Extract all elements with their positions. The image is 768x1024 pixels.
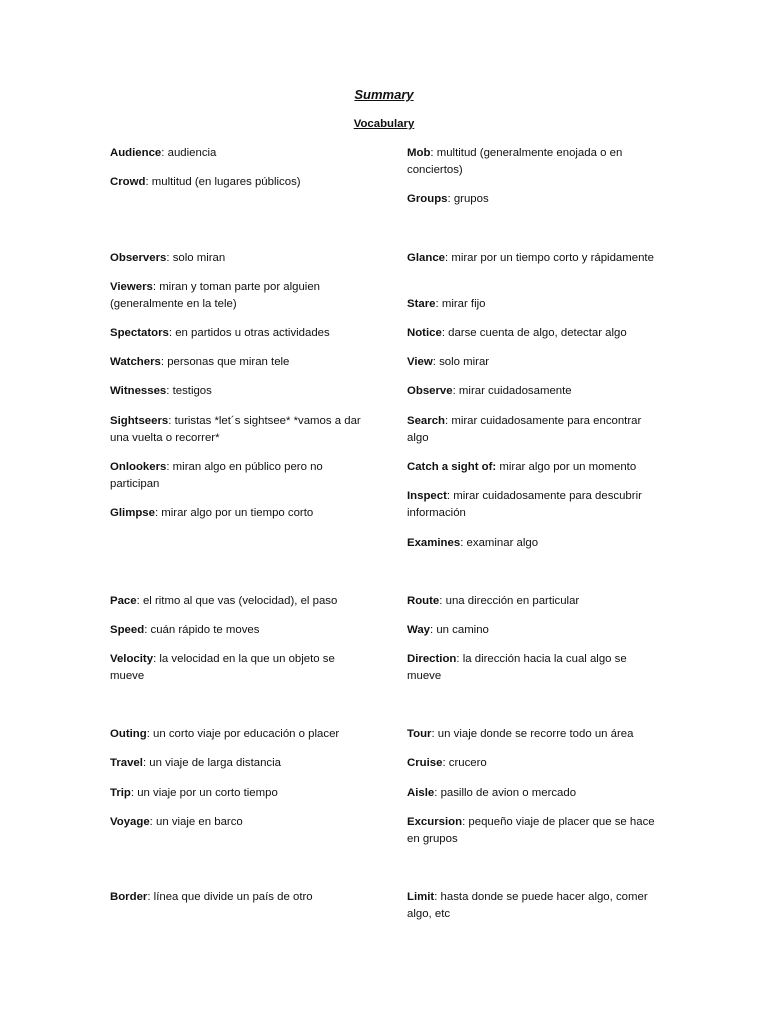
- vocabulary-definition: : un viaje en barco: [149, 816, 243, 828]
- vocabulary-definition: : solo mirar: [432, 356, 490, 368]
- vocabulary-definition: : darse cuenta de algo, detectar algo: [441, 327, 627, 339]
- vocabulary-definition: : multitud (en lugares públicos): [145, 176, 301, 188]
- vocabulary-term: Route: [407, 595, 440, 607]
- vocabulary-entry: [110, 279, 372, 313]
- vocabulary-definition: : grupos: [447, 193, 489, 205]
- vocabulary-definition: : examinar algo: [460, 537, 539, 549]
- vocabulary-entry: [110, 593, 372, 610]
- vocabulary-entry: [407, 250, 659, 267]
- vocabulary-definition: : audiencia: [161, 147, 217, 159]
- vocabulary-term: Inspect: [407, 490, 447, 502]
- vocabulary-term: Notice: [407, 327, 442, 339]
- vocabulary-term: Glance: [407, 252, 445, 264]
- vocabulary-term: Direction: [407, 653, 457, 665]
- vocabulary-entry: [407, 535, 659, 552]
- vocabulary-entry: [407, 593, 659, 610]
- vocabulary-definition: : miran algo en público pero no participan: [110, 461, 323, 490]
- vocabulary-term: Audience: [110, 147, 162, 159]
- vocabulary-entry: [407, 651, 659, 685]
- vocabulary-entry: [407, 459, 659, 476]
- vocabulary-term: Velocity: [110, 653, 154, 665]
- vocabulary-entry: [407, 488, 659, 522]
- vocabulary-entry: [110, 250, 372, 267]
- vocabulary-term: View: [407, 356, 433, 368]
- vocabulary-definition: : una dirección en particular: [439, 595, 580, 607]
- vocabulary-definition: : hasta donde se puede hacer algo, comer algo, etc: [407, 891, 648, 920]
- vocabulary-term: Travel: [110, 757, 143, 769]
- vocabulary-term: Speed: [110, 624, 145, 636]
- vocabulary-definition: : mirar por un tiempo corto y rápidamente: [445, 252, 654, 264]
- vocabulary-definition: : un camino: [430, 624, 489, 636]
- vocabulary-entry: [110, 354, 372, 371]
- vocabulary-definition: : mirar cuidadosamente para descubrir información: [407, 490, 642, 519]
- vocabulary-definition: : en partidos u otras actividades: [168, 327, 330, 339]
- vocabulary-term: Trip: [110, 787, 131, 799]
- vocabulary-term: Excursion: [407, 816, 463, 828]
- vocabulary-entry: [407, 413, 659, 447]
- vocabulary-definition: : mirar cuidadosamente: [452, 385, 572, 397]
- vocabulary-term: Outing: [110, 728, 147, 740]
- vocabulary-definition: : turistas *let´s sightsee* *vamos a dar una vuelta o recorrer*: [110, 415, 361, 444]
- vocabulary-term: Examines: [407, 537, 461, 549]
- vocabulary-term: Voyage: [110, 816, 150, 828]
- vocabulary-term: Stare: [407, 298, 436, 310]
- vocabulary-definition: : mirar algo por un tiempo corto: [154, 507, 314, 519]
- vocabulary-entry: [110, 459, 372, 493]
- vocabulary-entry: [110, 814, 372, 831]
- vocabulary-entry: [407, 755, 659, 772]
- vocabulary-term: Viewers: [110, 281, 153, 293]
- vocabulary-entry: [110, 622, 372, 639]
- vocabulary-entry: [407, 814, 659, 848]
- vocabulary-entry: [407, 325, 659, 342]
- vocabulary-entry: [110, 726, 372, 743]
- vocabulary-term: Crowd: [110, 176, 146, 188]
- vocabulary-term: Catch a sight of:: [407, 461, 497, 473]
- vocabulary-entry: [407, 726, 659, 743]
- vocabulary-entry: [110, 755, 372, 772]
- vocabulary-term: Pace: [110, 595, 137, 607]
- vocabulary-term: Observers: [110, 252, 167, 264]
- vocabulary-entry: [407, 383, 659, 400]
- vocabulary-entry: [407, 296, 659, 313]
- vocabulary-term: Groups: [407, 193, 448, 205]
- vocabulary-entry: [110, 383, 372, 400]
- vocabulary-term: Watchers: [110, 356, 161, 368]
- vocabulary-definition: mirar algo por un momento: [496, 461, 637, 473]
- vocabulary-entry: [407, 354, 659, 371]
- vocabulary-definition: : pasillo de avion o mercado: [434, 787, 577, 799]
- vocabulary-term: Tour: [407, 728, 432, 740]
- vocabulary-entry: [110, 145, 372, 162]
- vocabulary-term: Cruise: [407, 757, 443, 769]
- vocabulary-definition: : multitud (generalmente enojada o en conciertos): [407, 147, 623, 176]
- vocabulary-entry: [110, 413, 372, 447]
- page-subtitle: Vocabulary: [353, 118, 415, 130]
- vocabulary-definition: : un corto viaje por educación o placer: [146, 728, 340, 740]
- vocabulary-definition: : personas que miran tele: [160, 356, 290, 368]
- vocabulary-term: Aisle: [407, 787, 435, 799]
- vocabulary-term: Search: [407, 415, 445, 427]
- vocabulary-term: Border: [110, 891, 148, 903]
- vocabulary-term: Mob: [407, 147, 431, 159]
- vocabulary-entry: [110, 174, 372, 191]
- vocabulary-entry: [407, 622, 659, 639]
- vocabulary-term: Way: [407, 624, 430, 636]
- vocabulary-entry: [110, 505, 372, 522]
- vocabulary-definition: : la dirección hacia la cual algo se mueve: [407, 653, 627, 682]
- vocabulary-entry: [407, 785, 659, 802]
- vocabulary-definition: : crucero: [442, 757, 487, 769]
- vocabulary-definition: : la velocidad en la que un objeto se mueve: [110, 653, 335, 682]
- vocabulary-term: Limit: [407, 891, 435, 903]
- vocabulary-entry: [110, 889, 372, 906]
- vocabulary-definition: : un viaje de larga distancia: [142, 757, 281, 769]
- vocabulary-definition: : cuán rápido te moves: [144, 624, 260, 636]
- vocabulary-entry: [110, 785, 372, 802]
- vocabulary-entry: [407, 191, 659, 208]
- vocabulary-term: Glimpse: [110, 507, 155, 519]
- vocabulary-term: Sightseers: [110, 415, 169, 427]
- vocabulary-definition: : miran y toman parte por alguien (generalmente en la tele): [110, 281, 321, 310]
- vocabulary-entry: [407, 889, 659, 923]
- vocabulary-definition: : mirar cuidadosamente para encontrar algo: [407, 415, 642, 444]
- vocabulary-entry: [407, 145, 659, 179]
- page-title: Summary: [354, 87, 414, 102]
- vocabulary-entry: [110, 325, 372, 342]
- vocabulary-term: Witnesses: [110, 385, 167, 397]
- vocabulary-term: Spectators: [110, 327, 169, 339]
- vocabulary-definition: : un viaje donde se recorre todo un área: [431, 728, 634, 740]
- vocabulary-definition: : un viaje por un corto tiempo: [130, 787, 278, 799]
- vocabulary-definition: : testigos: [166, 385, 212, 397]
- vocabulary-term: Onlookers: [110, 461, 167, 473]
- vocabulary-definition: : solo miran: [166, 252, 226, 264]
- vocabulary-definition: : mirar fijo: [435, 298, 486, 310]
- vocabulary-definition: : línea que divide un país de otro: [147, 891, 313, 903]
- vocabulary-entry: [110, 651, 372, 685]
- vocabulary-definition: : pequeño viaje de placer que se hace en grupos: [407, 816, 655, 845]
- vocabulary-definition: : el ritmo al que vas (velocidad), el paso: [136, 595, 338, 607]
- vocabulary-term: Observe: [407, 385, 453, 397]
